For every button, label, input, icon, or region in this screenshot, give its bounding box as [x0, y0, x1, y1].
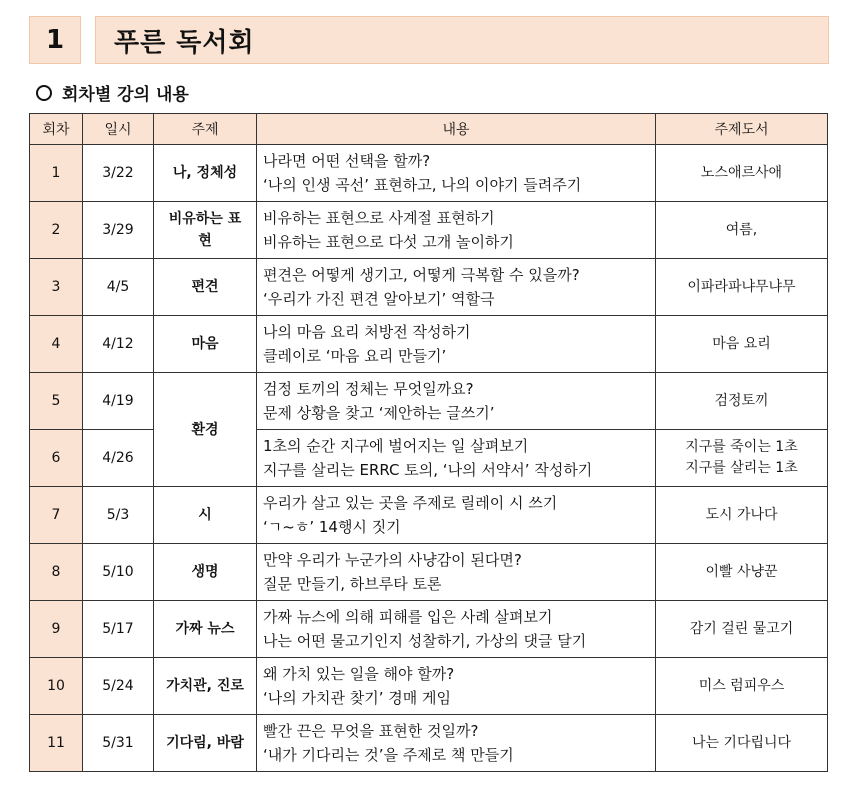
- session-content: [257, 715, 656, 772]
- session-number: 5: [30, 373, 83, 430]
- session-date: 3/22: [83, 145, 154, 202]
- session-book: [656, 430, 828, 487]
- content-line: 만약 우리가 누군가의 사냥감이 된다면?: [263, 551, 522, 569]
- section-heading: [36, 80, 189, 105]
- content-line: 1초의 순간 지구에 벌어지는 일 살펴보기: [263, 437, 529, 455]
- session-book: 감기 걸린 물고기: [656, 601, 828, 658]
- session-number: 8: [30, 544, 83, 601]
- session-content: [257, 544, 656, 601]
- session-topic: 비유하는 표현: [154, 202, 257, 259]
- session-topic: 환경: [154, 373, 257, 487]
- session-number: 7: [30, 487, 83, 544]
- session-topic: 마음: [154, 316, 257, 373]
- session-topic: 가치관, 진로: [154, 658, 257, 715]
- session-date: 3/29: [83, 202, 154, 259]
- content-line: 지구를 살리는 ERRC 토의, ‘나의 서약서’ 작성하기: [263, 461, 593, 479]
- session-book: 마음 요리: [656, 316, 828, 373]
- section-title: 회차별 강의 내용: [62, 85, 189, 105]
- content-line: 빨간 끈은 무엇을 표현한 것일까?: [263, 722, 479, 740]
- content-line: 나의 마음 요리 처방전 작성하기: [263, 323, 471, 341]
- content-line: 클레이로 ‘마음 요리 만들기’: [263, 347, 447, 365]
- session-topic: 편견: [154, 259, 257, 316]
- session-content: [257, 487, 656, 544]
- content-line: 문제 상황을 찾고 ‘제안하는 글쓰기’: [263, 404, 495, 422]
- session-content: [257, 601, 656, 658]
- session-topic: 시: [154, 487, 257, 544]
- table-row: [30, 658, 828, 715]
- session-content: [257, 658, 656, 715]
- column-header: 내용: [257, 114, 656, 145]
- table-row: [30, 316, 828, 373]
- table-row: [30, 544, 828, 601]
- session-date: 4/26: [83, 430, 154, 487]
- lecture-schedule-table: [29, 113, 828, 772]
- chapter-number: 1: [29, 16, 81, 64]
- session-topic: 생명: [154, 544, 257, 601]
- session-number: 11: [30, 715, 83, 772]
- session-content: [257, 259, 656, 316]
- session-date: 5/24: [83, 658, 154, 715]
- table-header-row: [30, 114, 828, 145]
- session-book: 이파라파냐무냐무: [656, 259, 828, 316]
- column-header: 주제: [154, 114, 257, 145]
- circle-bullet-icon: [36, 85, 52, 101]
- session-book: 검정토끼: [656, 373, 828, 430]
- session-content: [257, 373, 656, 430]
- session-book: 여름,: [656, 202, 828, 259]
- book-line: 지구를 죽이는 1초: [685, 439, 798, 455]
- content-line: ‘우리가 가진 편견 알아보기’ 역할극: [263, 290, 495, 308]
- table-row: [30, 430, 828, 487]
- content-line: 나는 어떤 물고기인지 성찰하기, 가상의 댓글 달기: [263, 632, 587, 650]
- content-line: 질문 만들기, 하브루타 토론: [263, 575, 442, 593]
- session-content: [257, 430, 656, 487]
- session-book: 도시 가나다: [656, 487, 828, 544]
- content-line: ‘ㄱ~ㅎ’ 14행시 짓기: [263, 518, 401, 536]
- table-row: [30, 259, 828, 316]
- session-topic: 가짜 뉴스: [154, 601, 257, 658]
- session-number: 2: [30, 202, 83, 259]
- content-line: 나라면 어떤 선택을 할까?: [263, 152, 431, 170]
- session-number: 6: [30, 430, 83, 487]
- content-line: ‘내가 기다리는 것’을 주제로 책 만들기: [263, 746, 514, 764]
- session-content: [257, 316, 656, 373]
- page-title: 푸른 독서회: [95, 16, 829, 64]
- session-date: 5/10: [83, 544, 154, 601]
- table-row: [30, 601, 828, 658]
- session-date: 4/5: [83, 259, 154, 316]
- content-line: 검정 토끼의 정체는 무엇일까요?: [263, 380, 474, 398]
- table-row: [30, 487, 828, 544]
- table-row: [30, 373, 828, 430]
- table-row: [30, 715, 828, 772]
- content-line: ‘나의 가치관 찾기’ 경매 게임: [263, 689, 451, 707]
- column-header: 일시: [83, 114, 154, 145]
- session-date: 4/12: [83, 316, 154, 373]
- session-date: 5/31: [83, 715, 154, 772]
- session-book: 이빨 사냥꾼: [656, 544, 828, 601]
- session-topic: 나, 정체성: [154, 145, 257, 202]
- content-line: 왜 가치 있는 일을 해야 할까?: [263, 665, 455, 683]
- content-line: 비유하는 표현으로 사계절 표현하기: [263, 209, 495, 227]
- column-header: 회차: [30, 114, 83, 145]
- content-line: 비유하는 표현으로 다섯 고개 놀이하기: [263, 233, 514, 251]
- session-date: 5/17: [83, 601, 154, 658]
- book-line: 지구를 살리는 1초: [685, 460, 798, 476]
- content-line: 우리가 살고 있는 곳을 주제로 릴레이 시 쓰기: [263, 494, 558, 512]
- session-number: 10: [30, 658, 83, 715]
- session-content: [257, 145, 656, 202]
- session-date: 5/3: [83, 487, 154, 544]
- session-number: 4: [30, 316, 83, 373]
- column-header: 주제도서: [656, 114, 828, 145]
- session-book: 노스애르사애: [656, 145, 828, 202]
- table-row: [30, 145, 828, 202]
- session-date: 4/19: [83, 373, 154, 430]
- session-book: 미스 럼피우스: [656, 658, 828, 715]
- session-content: [257, 202, 656, 259]
- session-number: 9: [30, 601, 83, 658]
- session-topic: 기다림, 바람: [154, 715, 257, 772]
- session-number: 3: [30, 259, 83, 316]
- content-line: 가짜 뉴스에 의해 피해를 입은 사례 살펴보기: [263, 608, 553, 626]
- table-row: [30, 202, 828, 259]
- content-line: ‘나의 인생 곡선’ 표현하고, 나의 이야기 들려주기: [263, 176, 582, 194]
- session-number: 1: [30, 145, 83, 202]
- content-line: 편견은 어떻게 생기고, 어떻게 극복할 수 있을까?: [263, 266, 580, 284]
- session-book: 나는 기다립니다: [656, 715, 828, 772]
